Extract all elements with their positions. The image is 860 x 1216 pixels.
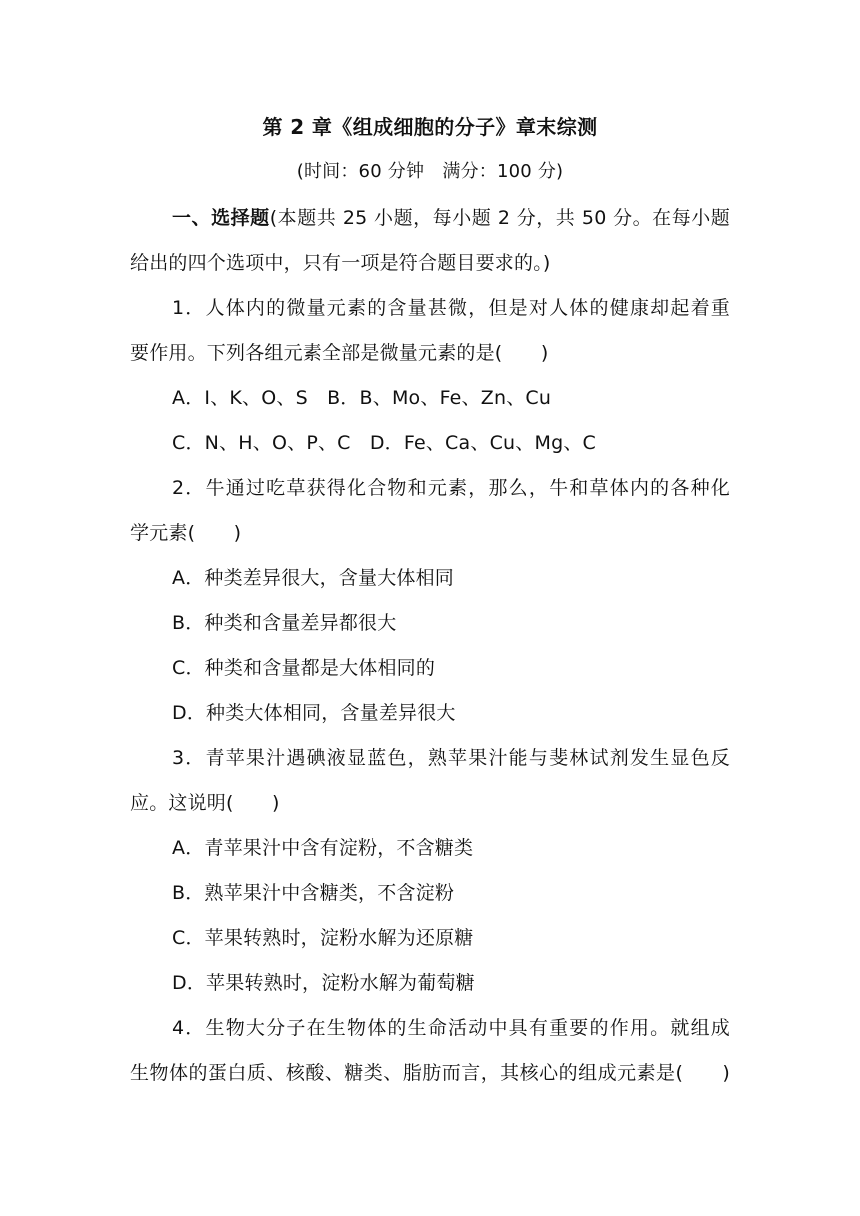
page-title: 第 2 章《组成细胞的分子》章末综测 [262, 115, 598, 139]
section-intro-line-2: 给出的四个选项中，只有一项是符合题目要求的。) [130, 252, 551, 274]
question-2-stem-line-1: 2．牛通过吃草获得化合物和元素，那么，牛和草体内的各种化 [172, 477, 730, 499]
question-3-option-b: B．熟苹果汁中含糖类，不含淀粉 [172, 882, 455, 904]
question-1-option-row-2: C．N、H、O、P、C D．Fe、Ca、Cu、Mg、C [172, 432, 596, 454]
question-2-option-c: C．种类和含量都是大体相同的 [172, 657, 436, 679]
question-1-stem-line-2: 要作用。下列各组元素全部是微量元素的是( ) [130, 342, 549, 364]
question-3-option-d: D．苹果转熟时，淀粉水解为葡萄糖 [172, 972, 475, 994]
section-intro-text: (本题共 25 小题，每小题 2 分，共 50 分。在每小题 [269, 207, 730, 229]
question-1-option-row-1: A．I、K、O、S B．B、Mo、Fe、Zn、Cu [172, 387, 552, 409]
question-2-option-b: B．种类和含量差异都很大 [172, 612, 397, 634]
question-3-option-a: A．青苹果汁中含有淀粉，不含糖类 [172, 837, 474, 859]
section-heading: 一、选择题 [172, 207, 270, 229]
question-3-option-c: C．苹果转熟时，淀粉水解为还原糖 [172, 927, 474, 949]
question-1-stem-line-1: 1．人体内的微量元素的含量甚微，但是对人体的健康却起着重 [172, 297, 730, 319]
question-4-stem-line-2: 生物体的蛋白质、核酸、糖类、脂肪而言，其核心的组成元素是( ) [130, 1062, 730, 1084]
question-2-option-a: A．种类差异很大，含量大体相同 [172, 567, 454, 589]
exam-info: (时间：60 分钟 满分：100 分) [296, 161, 564, 182]
question-2-option-d: D．种类大体相同，含量差异很大 [172, 702, 456, 724]
question-4-stem-line-1: 4．生物大分子在生物体的生命活动中具有重要的作用。就组成 [172, 1017, 730, 1039]
section-intro-line-1 [172, 205, 730, 231]
question-3-stem-line-1: 3．青苹果汁遇碘液显蓝色，熟苹果汁能与斐林试剂发生显色反 [172, 747, 730, 769]
question-3-stem-line-2: 应。这说明( ) [130, 792, 280, 814]
question-2-stem-line-2: 学元素( ) [130, 522, 242, 544]
